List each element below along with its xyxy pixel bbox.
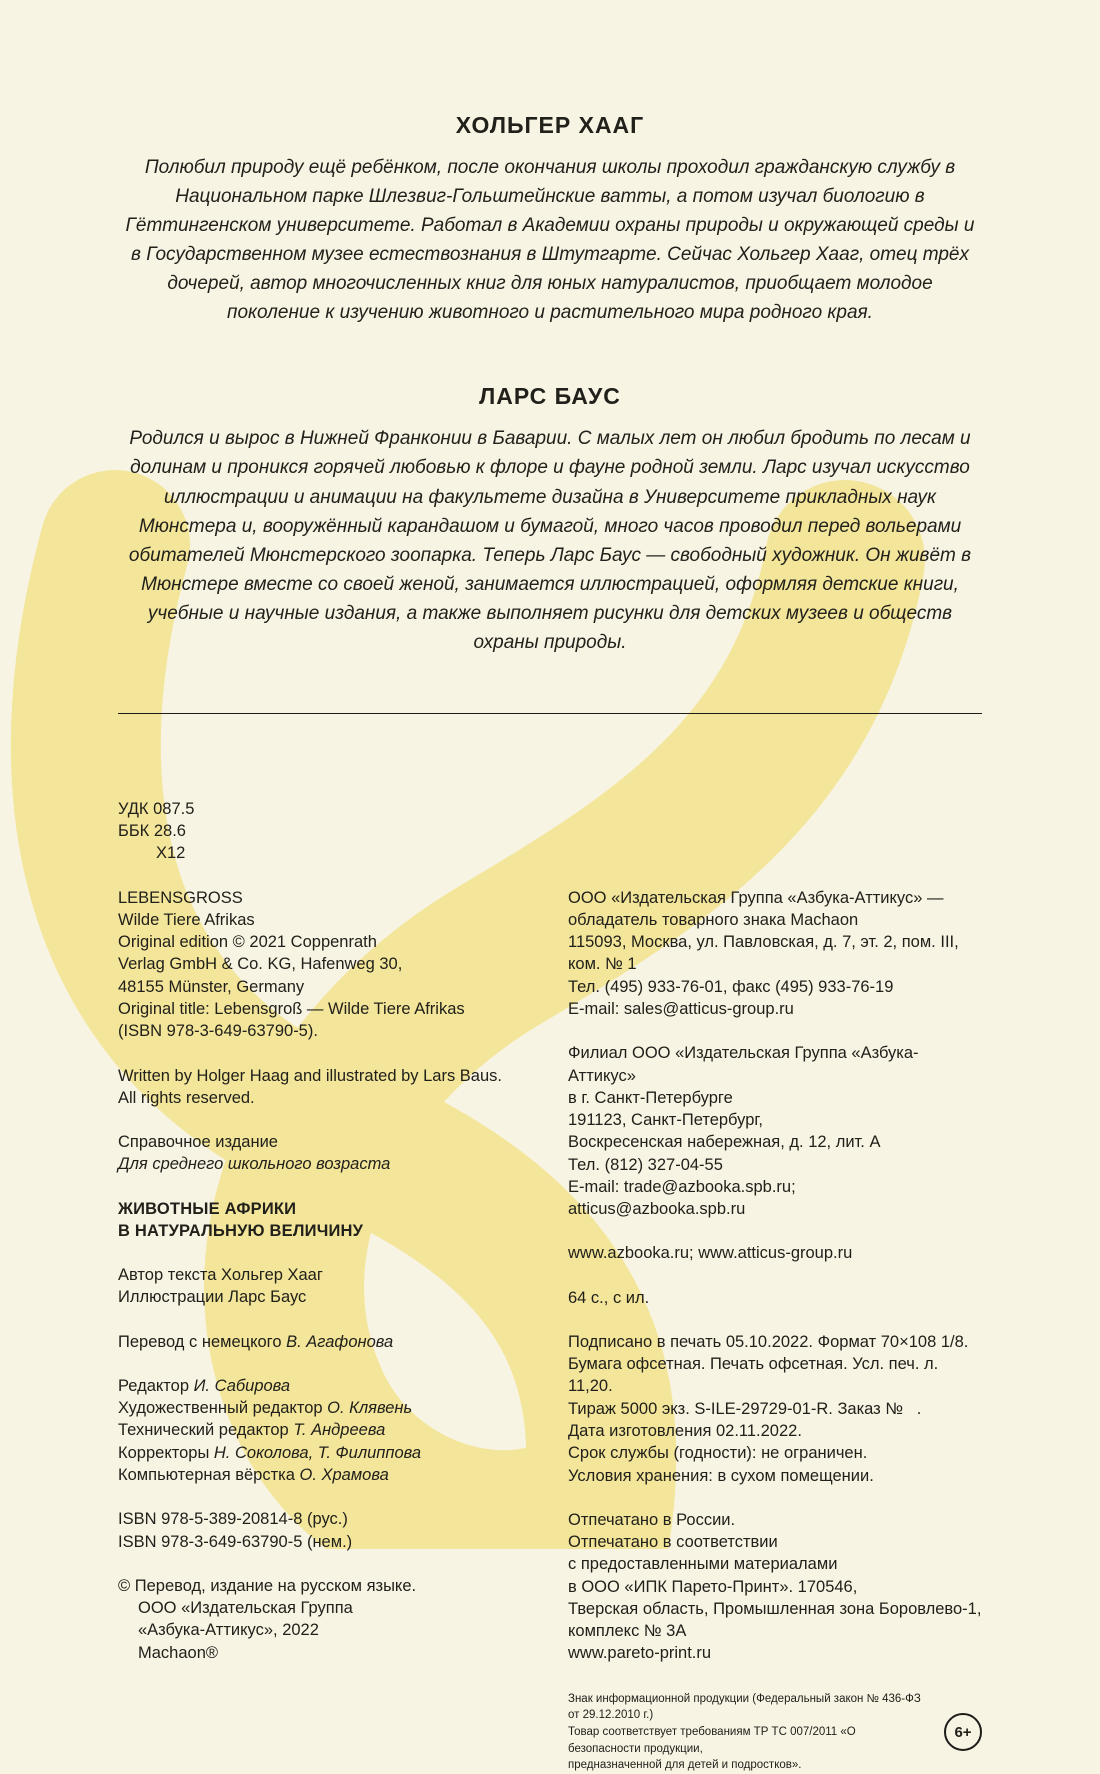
- text-line: LEBENSGROSS: [118, 888, 243, 907]
- text-line: E-mail: trade@azbooka.spb.ru;: [568, 1177, 796, 1196]
- text-line: 191123, Санкт-Петербург,: [568, 1111, 763, 1130]
- text-line: Товар соответствует требованиям ТР ТС 007/2011 «О безопасности продукции,: [568, 1725, 856, 1755]
- text-line: с предоставленными материалами: [568, 1555, 838, 1574]
- text-line: atticus@azbooka.spb.ru: [568, 1200, 746, 1219]
- text-line: Тел. (812) 327-04-55: [568, 1155, 723, 1174]
- book-title: [118, 1198, 538, 1243]
- author-credits: [118, 1264, 538, 1309]
- pages-count-info: [568, 1287, 982, 1309]
- publisher-moscow-info: [568, 887, 982, 1021]
- text-line: © Перевод, издание на русском языке.: [118, 1576, 417, 1595]
- text-line: ISBN 978-5-389-20814-8 (рус.): [118, 1510, 348, 1529]
- text-line: www.azbooka.ru; www.atticus-group.ru: [568, 1244, 853, 1263]
- publisher-spb-info: [568, 1042, 982, 1220]
- text-line: Справочное издание: [118, 1133, 278, 1152]
- text-line: Original title: Lebensgroß — Wilde Tiere Afrikas: [118, 1000, 465, 1018]
- text-line: в ООО «ИПК Парето-Принт». 170546,: [568, 1577, 858, 1596]
- text-line: Verlag GmbH & Co. KG, Hafenweg 30,: [118, 955, 403, 974]
- text-line: «Азбука-Аттикус», 2022: [138, 1621, 319, 1640]
- text-line: Автор текста Хольгер Хааг: [118, 1266, 323, 1285]
- legal-small-print: [568, 1691, 930, 1774]
- text-line: ЖИВОТНЫЕ АФРИКИ: [118, 1199, 297, 1218]
- text-line: Перевод с немецкого В. Агафонова: [118, 1332, 394, 1351]
- text-line: ООО «Издательская Группа: [138, 1599, 353, 1618]
- text-line: ISBN 978-3-649-63790-5 (нем.): [118, 1532, 353, 1551]
- text-line: Отпечатано в соответствии: [568, 1533, 778, 1552]
- text-line: ББК 28.6: [118, 822, 186, 841]
- age-rating-badge: 6+: [944, 1713, 982, 1751]
- text-line: Для среднего школьного возраста: [118, 1155, 391, 1174]
- editorial-staff: [118, 1375, 538, 1486]
- text-line: Бумага офсетная. Печать офсетная. Усл. печ. л. 11,20.: [568, 1355, 939, 1396]
- text-line: Компьютерная вёрстка О. Храмова: [118, 1465, 389, 1484]
- text-line: Филиал ООО «Издательская Группа «Азбука-Аттикус»: [568, 1044, 919, 1085]
- text-line: Дата изготовления 02.11.2022.: [568, 1421, 802, 1440]
- text-line: Wilde Tiere Afrikas: [118, 910, 255, 929]
- text-line: УДК 087.5: [118, 799, 195, 818]
- text-line: в г. Санкт-Петербурге: [568, 1088, 733, 1107]
- text-line: Редактор И. Сабирова: [118, 1376, 291, 1395]
- text-line: Тираж 5000 экз. S-ILE-29729-01-R. Заказ № .: [568, 1399, 922, 1418]
- text-line: Х12: [156, 844, 186, 863]
- text-line: ООО «Издательская Группа «Азбука-Аттикус» —: [568, 888, 944, 907]
- text-line: Технический редактор Т. Андреева: [118, 1421, 386, 1440]
- edition-type: [118, 1131, 538, 1176]
- printing-house-info: [568, 1509, 982, 1665]
- author-bio-lars-baus: Родился и вырос в Нижней Франконии в Баварии. С малых лет он любил бродить по лесам и долинам и проникся горячей любовью к флоре и фауне родной земли. Ларс изучал искусство иллюстрации и анимации на факультете дизайна в Университете прикладных наук Мюнстера и, вооружённый карандашом и бумагой, много часов проводил перед вольерами обитателей Мюнстерского зоопарка. Теперь Ларс Баус — свободный художник. Он живёт в Мюнстере вместе со своей женой, занимается иллюстрацией, оформляя детские книги, учебные и научные издания, а также выполняет рисунки для детских музеев и обществ охраны природы.: [128, 428, 972, 653]
- text-line: Художественный редактор О. Клявень: [118, 1399, 413, 1418]
- text-line: E-mail: sales@atticus-group.ru: [568, 1000, 794, 1018]
- text-line: комплекс № 3А: [568, 1622, 687, 1641]
- text-line: Тел. (495) 933-76-01, факс (495) 933-76-19: [568, 977, 894, 996]
- isbn-numbers: [118, 1508, 538, 1553]
- imprint-columns: [118, 887, 982, 1774]
- text-line: Original edition © 2021 Coppenrath: [118, 933, 377, 952]
- text-line: All rights reserved.: [118, 1088, 255, 1107]
- text-line: 64 с., с ил.: [568, 1288, 650, 1307]
- text-line: Подписано в печать 05.10.2022. Формат 70×108 1/8.: [568, 1332, 969, 1351]
- text-line: Иллюстрации Ларс Баус: [118, 1288, 307, 1307]
- print-run-info: [568, 1331, 982, 1487]
- text-line: 48155 Münster, Germany: [118, 977, 305, 996]
- author-bio-holger-haag: Полюбил природу ещё ребёнком, после окончания школы проходил гражданскую службу в Национальном парке Шлезвиг-Гольштейнские ватты, а потом изучал биологию в Гёттингенском университете. Работал в Академии охраны природы и окружающей среды и в Государственном музее естествознания в Штутгарте. Сейчас Хольгер Хааг, отец трёх дочерей, автор многочисленных книг для юных натуралистов, приобщает молодое поколение к изучению животного и растительного мира родного края.: [125, 157, 975, 324]
- author-name-holger-haag: ХОЛЬГЕР ХААГ: [455, 112, 645, 138]
- original-edition-info: [118, 887, 538, 1043]
- classification-codes: [118, 798, 982, 865]
- text-line: (ISBN 978-3-649-63790-5).: [118, 1022, 318, 1041]
- text-line: предназначенной для детей и подростков».: [568, 1759, 802, 1772]
- imprint-left-column: [118, 887, 538, 1686]
- text-line: Тверская область, Промышленная зона Боровлево-1,: [568, 1599, 982, 1618]
- authors-section: [123, 112, 977, 657]
- text-line: Срок службы (годности): не ограничен.: [568, 1444, 868, 1463]
- text-line: Machaon®: [138, 1643, 219, 1662]
- text-line: Воскресенская набережная, д. 12, лит. А: [568, 1133, 881, 1152]
- imprint-right-column: [568, 887, 982, 1774]
- legal-bottom-row: [568, 1691, 982, 1774]
- copyright-info: [118, 1575, 538, 1664]
- translation-credit: [118, 1331, 538, 1353]
- section-divider: [118, 713, 982, 714]
- text-line: Знак информационной продукции (Федеральный закон № 436-ФЗ от 29.12.2010 г.): [568, 1692, 921, 1722]
- text-line: Корректоры Н. Соколова, Т. Филиппова: [118, 1443, 422, 1462]
- text-line: обладатель товарного знака Machaon: [568, 910, 859, 929]
- text-line: Отпечатано в России.: [568, 1510, 736, 1529]
- rights-notice: [118, 1065, 538, 1110]
- text-line: Written by Holger Haag and illustrated by Lars Baus.: [118, 1066, 502, 1085]
- text-line: Условия хранения: в сухом помещении.: [568, 1466, 874, 1485]
- text-line: 115093, Москва, ул. Павловская, д. 7, эт. 2, пом. III, ком. № 1: [568, 933, 959, 974]
- text-line: В НАТУРАЛЬНУЮ ВЕЛИЧИНУ: [118, 1221, 364, 1240]
- author-name-lars-baus: ЛАРС БАУС: [479, 383, 621, 410]
- publisher-websites: [568, 1242, 982, 1264]
- text-line: www.pareto-print.ru: [568, 1644, 712, 1663]
